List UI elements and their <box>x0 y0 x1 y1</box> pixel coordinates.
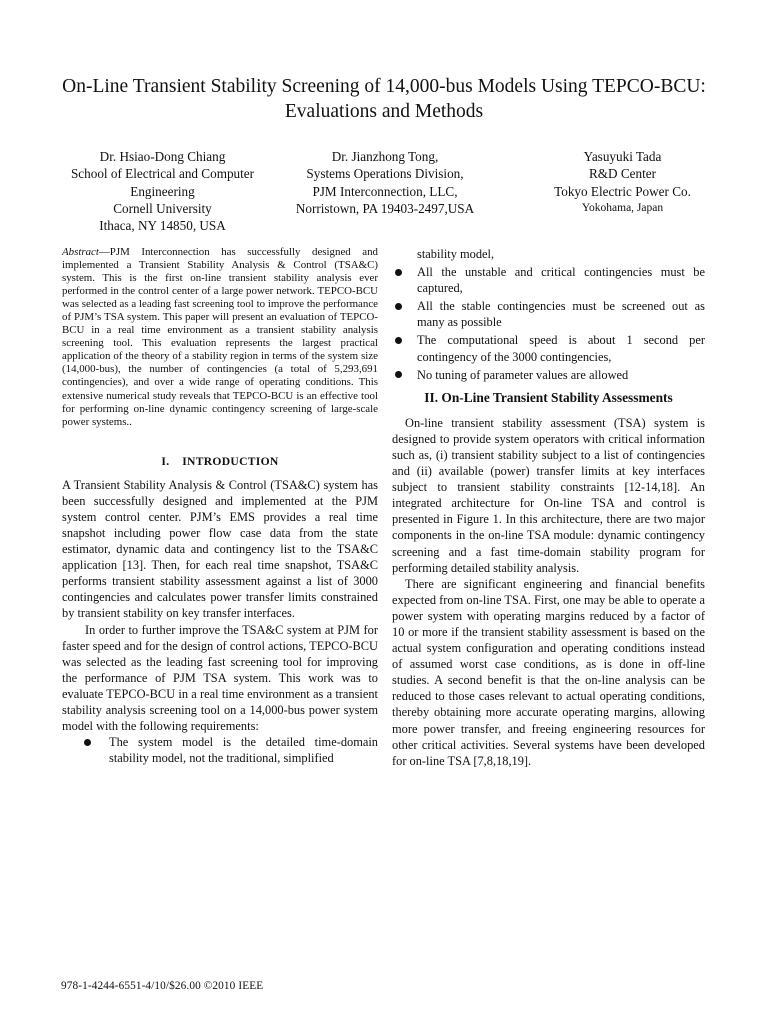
list-item-text: The computational speed is about 1 second per contingency of the 3000 contingencies, <box>417 333 705 364</box>
right-column <box>392 246 705 769</box>
paper-title <box>40 74 728 124</box>
author-affiliation-line: Engineering <box>130 183 195 199</box>
list-item <box>392 298 705 330</box>
author-tada <box>510 148 735 217</box>
bullet-icon <box>395 337 402 344</box>
tsa-paragraph-1: On-line transient stability assessment (TSA) system is designed to provide system operators with critical information such as, (i) transient stability subject to a list of contingencies and (ii) available (power) transfer limits at key interfaces subject to transient stability constraints [12-14,18]. An integrated architecture for On-line TSA and control is presented in Figure 1. In this architecture, there are two major components in the on-line TSA module: dynamic contingency screening and a fast time-domain stability program for performing detailed stability analysis. <box>392 415 705 575</box>
requirements-list-right <box>392 264 705 383</box>
list-item-text: All the stable contingencies must be screened out as many as possible <box>417 299 705 330</box>
author-name: Dr. Jianzhong Tong, <box>331 149 439 164</box>
list-item-text: No tuning of parameter values are allowed <box>417 367 629 382</box>
intro-paragraph-2: In order to further improve the TSA&C system at PJM for faster speed and for the design of control actions, TEPCO-BCU was selected as the leading fast screening tool for improving the performance of PJM TSA system. This work was to evaluate TEPCO-BCU in a real time environment as a transient stability analysis screening tool on a 14,000-bus power system model with the following requirements: <box>62 622 378 734</box>
author-name: Dr. Hsiao-Dong Chiang <box>99 149 226 164</box>
author-affiliation-line: Systems Operations Division, <box>306 166 464 182</box>
section-2-heading: II. On-Line Transient Stability Assessments <box>424 389 673 405</box>
author-affiliation-line: Ithaca, NY 14850, USA <box>99 218 226 234</box>
author-affiliation-line: Cornell University <box>113 200 212 216</box>
author-name: Yasuyuki Tada <box>583 149 662 164</box>
list-item-text: The system model is the detailed time-domain stability model, not the traditional, simplified <box>109 735 378 766</box>
author-block <box>0 148 768 238</box>
author-affiliation-line: School of Electrical and Computer <box>70 166 255 182</box>
author-affiliation-line: Norristown, PA 19403-2497,USA <box>295 200 475 216</box>
list-item <box>62 734 378 766</box>
section-1-number: I. <box>161 454 170 468</box>
abstract <box>62 246 378 429</box>
copyright-footer: 978-1-4244-6551-4/10/$26.00 ©2010 IEEE <box>61 980 264 992</box>
author-affiliation-line: PJM Interconnection, LLC, <box>312 183 458 199</box>
author-chiang <box>40 148 285 234</box>
author-tong <box>270 148 500 217</box>
bullet-continuation: stability model, <box>417 247 495 261</box>
section-1-heading <box>62 455 378 468</box>
left-column <box>62 246 378 766</box>
list-item <box>392 264 705 296</box>
bullet-icon <box>395 269 402 276</box>
author-affiliation-line: Yokohama, Japan <box>581 201 664 214</box>
author-affiliation-line: R&D Center <box>588 166 657 182</box>
bullet-icon <box>395 371 402 378</box>
list-item <box>392 332 705 364</box>
requirements-list-left <box>62 734 378 766</box>
bullet-icon <box>395 303 402 310</box>
section-1-title-rest: NTRODUCTION <box>187 454 279 468</box>
list-item-text: All the unstable and critical contingencies must be captured, <box>417 265 705 296</box>
section-1-first-letter: I <box>182 454 188 468</box>
abstract-text: —PJM Interconnection has successfully designed and implemented a Transient Stability Analysis & Control (TSA&C) system. This is the first on-line transient stability analysis ever performed in the control center of a large power network. TEPCO-BCU was selected as a leading fast screening tool to improve the performance of PJM’s TSA system. This paper will present an evaluation of TEPCO-BCU in a real time environment as a transient stability analysis screening tool. This evaluation represents the largest practical application of the theory of a stability region in terms of the system size (14,000-bus), the number of contingencies (a total of 5,293,691 contingencies), and over a wide range of operating conditions. This extensive numerical study reveals that TEPCO-BCU is an effective tool for performing on-line dynamic contingency screening of large-scale power systems.. <box>62 246 378 428</box>
abstract-label: Abstract <box>62 246 99 258</box>
list-item <box>392 367 705 383</box>
title-line-2: Evaluations and Methods <box>284 101 484 122</box>
intro-paragraph-1: A Transient Stability Analysis & Control (TSA&C) system has been successfully designed and implemented at the PJM system control center. PJM’s EMS provides a real time snapshot including power flow case data from the state estimator, dynamic data and contingency list to the TSA&C application [13]. Then, for each real time snapshot, TSA&C performs transient stability assessment against a list of 3000 contingencies and calculates power transfer limits constrained by transient stability on key transfer interfaces. <box>62 477 378 621</box>
author-affiliation-line: Tokyo Electric Power Co. <box>554 183 691 199</box>
bullet-icon <box>84 739 91 746</box>
title-line-1: On-Line Transient Stability Screening of 14,000-bus Models Using TEPCO-BCU: <box>62 76 706 97</box>
tsa-paragraph-2: There are significant engineering and financial benefits expected from on-line TSA. First, one may be able to operate a power system with operating margins reduced by a factor of 10 or more if the transient stability assessment is based on the actual system configuration and operating conditions instead of assumed worst case conditions, as is done in off-line studies. A second benefit is that the on-line analysis can be reduced to those cases relevant to actual operating conditions, thereby obtaining more accurate operating margins, allowing more power transfer, and freeing engineering resources for other critical activities. Several systems have been developed for on-line TSA [7,8,18,19]. <box>392 576 705 768</box>
